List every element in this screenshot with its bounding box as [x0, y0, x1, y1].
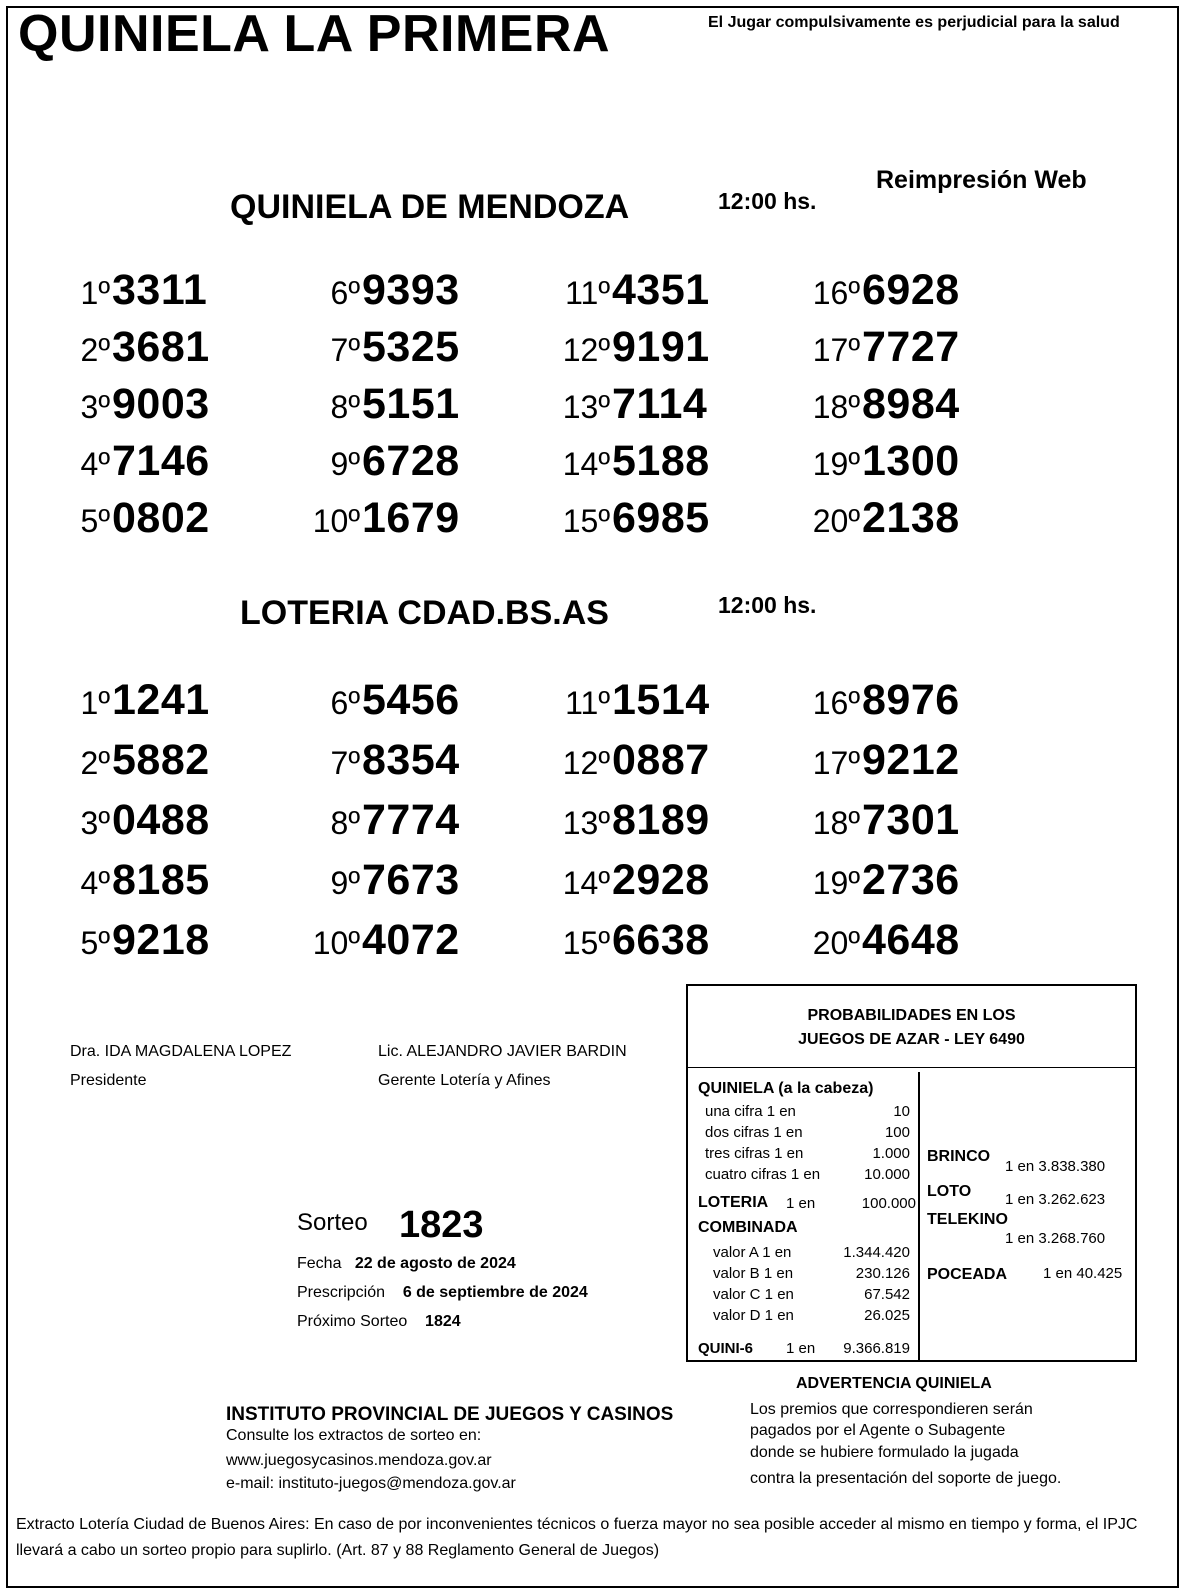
result-number: 9212	[862, 736, 960, 784]
mendoza-result-cell	[560, 494, 810, 551]
prob-row-label: una cifra 1 en	[705, 1103, 796, 1120]
signer-president-role: Presidente	[70, 1072, 147, 1089]
mendoza-result-cell	[310, 380, 560, 437]
result-position: 13º	[562, 389, 610, 425]
result-position: 13º	[562, 805, 610, 841]
result-number: 5456	[362, 676, 460, 724]
bsas-result-cell	[60, 916, 310, 976]
bsas-result-cell	[810, 856, 1060, 916]
sorteo-label: Sorteo	[297, 1209, 368, 1236]
website-link[interactable]: www.juegosycasinos.mendoza.gov.ar	[226, 1452, 492, 1469]
result-position: 7º	[330, 745, 360, 781]
prob-row-value: 1.344.420	[843, 1244, 910, 1261]
result-number: 8354	[362, 736, 460, 784]
prob-row-label: valor D 1 en	[713, 1307, 794, 1324]
proximo-sorteo-label: Próximo Sorteo	[297, 1313, 408, 1330]
poceada-prob-label: POCEADA	[927, 1266, 1008, 1283]
result-position: 1º	[80, 685, 110, 721]
mendoza-result-cell	[60, 494, 310, 551]
mendoza-result-cell	[810, 266, 1060, 323]
prob-row-value: 230.126	[855, 1265, 910, 1282]
prob-row-value: 26.025	[864, 1307, 910, 1324]
result-position: 7º	[330, 332, 360, 368]
quini6-prob-label: QUINI-6	[698, 1340, 754, 1357]
result-number: 7727	[862, 323, 960, 371]
mendoza-results-row	[60, 323, 1060, 380]
result-number: 1679	[362, 494, 460, 542]
result-position: 4º	[80, 446, 110, 482]
advertencia-title: ADVERTENCIA QUINIELA	[796, 1375, 992, 1392]
bsas-result-cell	[560, 856, 810, 916]
bsas-results-row	[60, 796, 1060, 856]
mendoza-results-row	[60, 266, 1060, 323]
result-position: 9º	[330, 446, 360, 482]
prob-row-label: valor C 1 en	[713, 1286, 794, 1303]
consult-text: Consulte los extractos de sorteo en:	[226, 1427, 482, 1444]
mendoza-result-cell	[310, 266, 560, 323]
result-position: 5º	[80, 925, 110, 961]
result-number: 9191	[612, 323, 710, 371]
result-number: 0887	[612, 736, 710, 784]
bsas-results-row	[60, 856, 1060, 916]
bsas-result-cell	[60, 736, 310, 796]
prob-row-value: 10.000	[864, 1166, 910, 1183]
mendoza-result-cell	[60, 266, 310, 323]
result-position: 4º	[80, 865, 110, 901]
result-position: 6º	[330, 275, 360, 311]
result-number: 6928	[862, 266, 960, 314]
loteria-prob-label: LOTERIA	[698, 1194, 769, 1211]
result-number: 9393	[362, 266, 460, 314]
result-number: 0488	[112, 796, 210, 844]
bsas-result-cell	[810, 796, 1060, 856]
bsas-result-cell	[560, 676, 810, 736]
prob-row-value: 10	[893, 1103, 910, 1120]
result-position: 12º	[562, 332, 610, 368]
result-position: 19º	[812, 446, 860, 482]
bsas-result-cell	[810, 676, 1060, 736]
result-position: 2º	[80, 745, 110, 781]
bsas-result-cell	[560, 916, 810, 976]
result-position: 8º	[330, 805, 360, 841]
legal-note: Extracto Lotería Ciudad de Buenos Aires: En caso de por inconvenientes técnicos o fuerza mayor no sea posible acceder al mismo en tiempo y forma, el IPJC llevará a cabo un sorteo propio para suplirlo. (Art. 87 y 88 Reglamento General de Juegos)	[16, 1516, 1138, 1559]
result-position: 11º	[565, 685, 610, 721]
bsas-result-cell	[310, 736, 560, 796]
bsas-result-cell	[60, 856, 310, 916]
result-position: 10º	[312, 925, 360, 961]
result-position: 20º	[812, 503, 860, 539]
bsas-result-cell	[310, 796, 560, 856]
result-position: 9º	[330, 865, 360, 901]
result-number: 1514	[612, 676, 710, 724]
bsas-result-cell	[560, 796, 810, 856]
mendoza-result-cell	[60, 437, 310, 494]
probabilities-divider	[918, 1072, 920, 1362]
bsas-result-cell	[60, 676, 310, 736]
result-number: 9003	[112, 380, 210, 428]
brinco-prob-label: BRINCO	[927, 1148, 991, 1165]
result-position: 18º	[812, 805, 860, 841]
result-number: 1300	[862, 437, 960, 485]
result-number: 6728	[362, 437, 460, 485]
result-position: 15º	[562, 503, 610, 539]
result-number: 5188	[612, 437, 710, 485]
result-number: 4351	[612, 266, 710, 314]
result-position: 8º	[330, 389, 360, 425]
result-number: 7774	[362, 796, 460, 844]
mendoza-result-cell	[560, 437, 810, 494]
result-number: 6638	[612, 916, 710, 964]
bsas-result-cell	[310, 676, 560, 736]
result-number: 8189	[612, 796, 710, 844]
bsas-result-cell	[810, 736, 1060, 796]
prob-row-value: 67.542	[864, 1286, 910, 1303]
mendoza-results-row	[60, 494, 1060, 551]
signer-president-name: Dra. IDA MAGDALENA LOPEZ	[70, 1043, 292, 1060]
result-number: 7114	[612, 380, 708, 428]
result-position: 10º	[312, 503, 360, 539]
advertencia-line: Los premios que correspondieren serán	[750, 1401, 1033, 1418]
mendoza-result-cell	[810, 437, 1060, 494]
result-position: 6º	[330, 685, 360, 721]
result-position: 14º	[562, 865, 610, 901]
quini6-prob-mid: 1 en	[786, 1340, 816, 1357]
advertencia-line: contra la presentación del soporte de juego.	[750, 1470, 1062, 1487]
probabilities-header	[688, 986, 1135, 1068]
result-number: 4648	[862, 916, 960, 964]
result-position: 3º	[80, 805, 110, 841]
loto-prob-value: 1 en 3.262.623	[1005, 1191, 1106, 1208]
result-number: 2138	[862, 494, 960, 542]
quiniela-prob-title: QUINIELA (a la cabeza)	[698, 1080, 874, 1097]
prob-row-value: 1.000	[872, 1145, 910, 1162]
result-position: 15º	[562, 925, 610, 961]
loteria-prob-value: 100.000	[861, 1195, 916, 1212]
result-position: 19º	[812, 865, 860, 901]
result-number: 2928	[612, 856, 710, 904]
prob-row-label: valor A 1 en	[713, 1244, 792, 1261]
combinada-prob-title: COMBINADA	[698, 1219, 798, 1236]
mendoza-result-cell	[810, 323, 1060, 380]
bsas-result-cell	[310, 856, 560, 916]
result-number: 6985	[612, 494, 710, 542]
quini6-prob-value: 9.366.819	[843, 1340, 910, 1357]
result-number: 5882	[112, 736, 210, 784]
bsas-results-row	[60, 676, 1060, 736]
result-number: 7301	[862, 796, 960, 844]
mendoza-result-cell	[310, 437, 560, 494]
prob-row-label: valor B 1 en	[713, 1265, 794, 1282]
institute-name: INSTITUTO PROVINCIAL DE JUEGOS Y CASINOS	[226, 1404, 674, 1425]
result-position: 17º	[812, 332, 860, 368]
result-position: 16º	[812, 275, 860, 311]
result-number: 3311	[112, 266, 208, 314]
telekino-prob-value: 1 en 3.268.760	[1005, 1230, 1106, 1247]
bsas-results-grid	[60, 676, 1060, 976]
result-position: 3º	[80, 389, 110, 425]
result-number: 5325	[362, 323, 460, 371]
result-position: 18º	[812, 389, 860, 425]
mendoza-result-cell	[310, 494, 560, 551]
result-number: 5151	[362, 380, 460, 428]
reprint-label: Reimpresión Web	[876, 166, 1087, 194]
probabilities-title-line1: PROBABILIDADES EN LOS	[807, 1007, 1016, 1024]
sorteo-number: 1823	[399, 1204, 484, 1246]
mendoza-draw-time: 12:00 hs.	[718, 188, 817, 214]
result-position: 5º	[80, 503, 110, 539]
mendoza-result-cell	[810, 380, 1060, 437]
result-number: 3681	[112, 323, 210, 371]
signer-manager-role: Gerente Lotería y Afines	[378, 1072, 551, 1089]
bsas-result-cell	[810, 916, 1060, 976]
bsas-result-cell	[560, 736, 810, 796]
mendoza-section-title: QUINIELA DE MENDOZA	[230, 188, 630, 226]
result-position: 17º	[812, 745, 860, 781]
mendoza-result-cell	[810, 494, 1060, 551]
result-number: 1241	[112, 676, 210, 724]
prescripcion-label: Prescripción	[297, 1284, 386, 1301]
fecha-row	[297, 1255, 516, 1273]
result-position: 1º	[80, 275, 110, 311]
mendoza-results-row	[60, 380, 1060, 437]
result-position: 12º	[562, 745, 610, 781]
mendoza-result-cell	[60, 323, 310, 380]
prescripcion-row	[297, 1284, 588, 1302]
prob-row-label: dos cifras 1 en	[705, 1124, 803, 1141]
probabilities-title-line2: JUEGOS DE AZAR - LEY 6490	[798, 1031, 1025, 1048]
result-position: 2º	[80, 332, 110, 368]
result-number: 4072	[362, 916, 460, 964]
result-number: 7146	[112, 437, 210, 485]
result-position: 16º	[812, 685, 860, 721]
proximo-sorteo-row	[297, 1313, 461, 1331]
mendoza-result-cell	[560, 266, 810, 323]
result-number: 8185	[112, 856, 210, 904]
result-number: 8976	[862, 676, 960, 724]
loto-prob-label: LOTO	[927, 1183, 972, 1200]
prob-row-value: 100	[884, 1124, 910, 1141]
prob-row-label: cuatro cifras 1 en	[705, 1166, 821, 1183]
poceada-prob-value: 1 en 40.425	[1043, 1265, 1123, 1282]
prescripcion-value: 6 de septiembre de 2024	[402, 1284, 588, 1301]
proximo-sorteo-value: 1824	[425, 1313, 461, 1330]
fecha-value: 22 de agosto de 2024	[354, 1255, 516, 1272]
signer-manager-name: Lic. ALEJANDRO JAVIER BARDIN	[378, 1043, 627, 1060]
page-title: QUINIELA LA PRIMERA	[18, 5, 611, 63]
brinco-prob-value: 1 en 3.838.380	[1005, 1158, 1106, 1175]
mendoza-result-cell	[310, 323, 560, 380]
advertencia-line: donde se hubiere formulado la jugada	[750, 1444, 1019, 1461]
result-number: 7673	[362, 856, 460, 904]
bsas-result-cell	[60, 796, 310, 856]
bsas-results-row	[60, 736, 1060, 796]
result-position: 20º	[812, 925, 860, 961]
email-link[interactable]: e-mail: instituto-juegos@mendoza.gov.ar	[226, 1475, 516, 1492]
result-number: 0802	[112, 494, 210, 542]
mendoza-result-cell	[560, 380, 810, 437]
result-position: 11º	[565, 275, 610, 311]
advertencia-line: pagados por el Agente o Subagente	[750, 1422, 1006, 1439]
mendoza-result-cell	[560, 323, 810, 380]
mendoza-results-grid	[60, 266, 1060, 551]
mendoza-results-row	[60, 437, 1060, 494]
prob-row-label: tres cifras 1 en	[705, 1145, 804, 1162]
result-position: 14º	[562, 446, 610, 482]
telekino-prob-label: TELEKINO	[927, 1211, 1008, 1228]
fecha-label: Fecha	[297, 1255, 342, 1272]
health-warning: El Jugar compulsivamente es perjudicial para la salud	[708, 14, 1120, 31]
bsas-draw-time: 12:00 hs.	[718, 592, 817, 618]
result-number: 2736	[862, 856, 960, 904]
bsas-section-title: LOTERIA CDAD.BS.AS	[240, 594, 609, 632]
bsas-results-row	[60, 916, 1060, 976]
result-number: 9218	[112, 916, 210, 964]
mendoza-result-cell	[60, 380, 310, 437]
bsas-result-cell	[310, 916, 560, 976]
loteria-prob-mid: 1 en	[786, 1195, 816, 1212]
result-number: 8984	[862, 380, 960, 428]
